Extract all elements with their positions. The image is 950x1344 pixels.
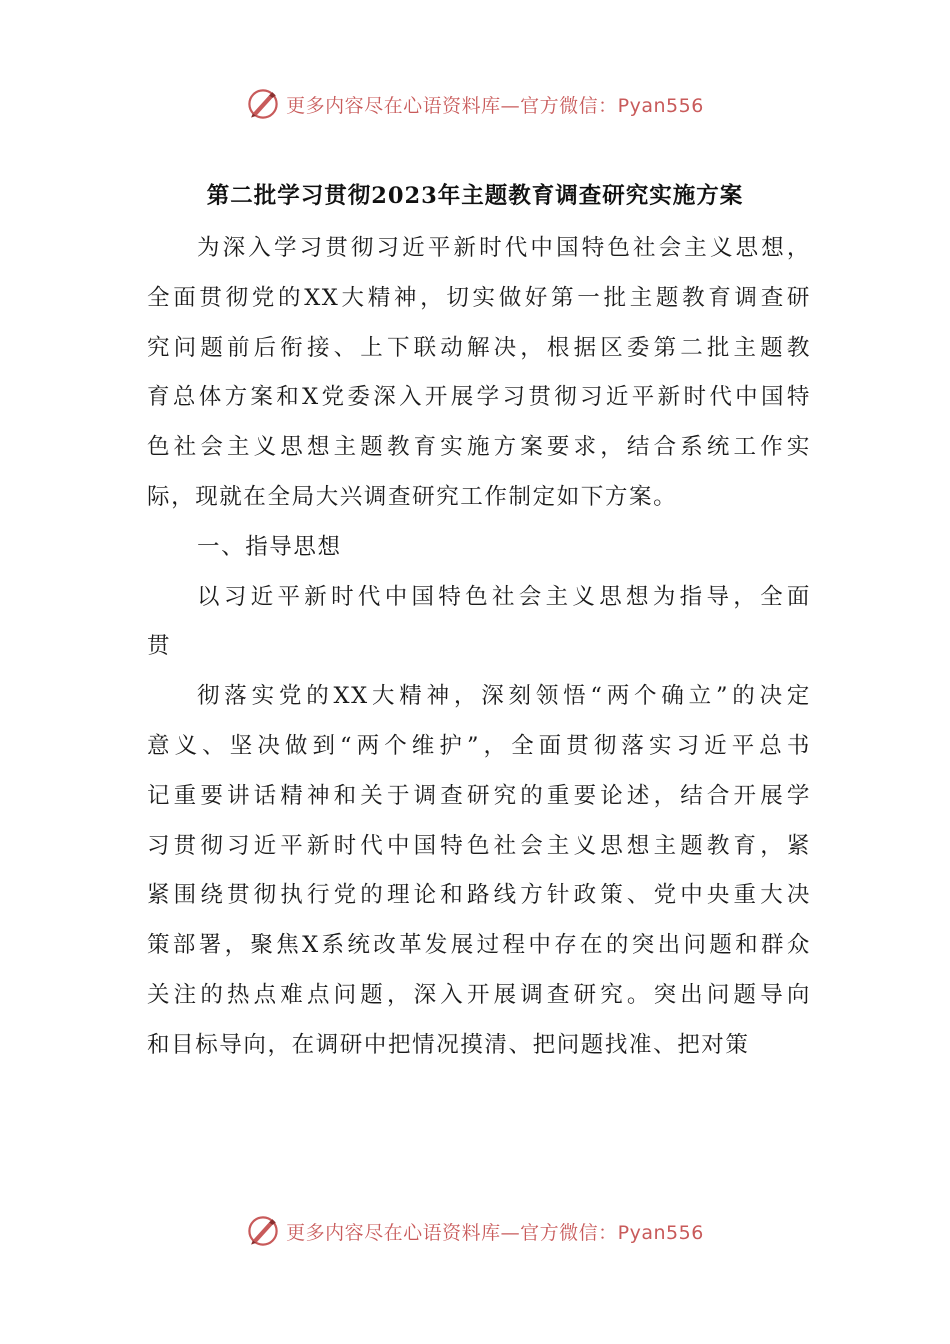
watermark-text: 更多内容尽在心语资料库—官方微信：Pyan556 bbox=[286, 1221, 704, 1244]
paragraph-line: 为深入学习贯彻习近平新时代中国特色社会主义思想， bbox=[197, 235, 811, 261]
paragraph-line: 全面贯彻党的XX大精神，切实做好第一批主题教育调查研 bbox=[147, 284, 811, 311]
watermark-banner-top bbox=[0, 84, 950, 124]
paragraph-line: 和目标导向，在调研中把情况摸清、把问题找准、把对策 bbox=[147, 1031, 750, 1058]
paragraph-line: 育总体方案和X党委深入开展学习贯彻习近平新时代中国特 bbox=[147, 384, 811, 411]
paragraph-line: 贯 bbox=[147, 633, 172, 660]
paragraph-line: 以习近平新时代中国特色社会主义思想为指导，全面 bbox=[197, 583, 811, 610]
watermark-banner-bottom bbox=[0, 1211, 950, 1251]
paragraph-line: 紧围绕贯彻执行党的理论和路线方针政策、党中央重大决 bbox=[147, 882, 811, 909]
paragraph-line: 色社会主义思想主题教育实施方案要求，结合系统工作实 bbox=[147, 434, 811, 461]
paragraph-line: 究问题前后衔接、上下联动解决，根据区委第二批主题教 bbox=[147, 334, 811, 361]
pen-logo-icon bbox=[246, 87, 280, 121]
paragraph-line: 策部署，聚焦X系统改革发展过程中存在的突出问题和群众 bbox=[147, 932, 811, 959]
watermark-brand: Pyan556 bbox=[617, 94, 704, 117]
paragraph-line: 际，现就在全局大兴调查研究工作制定如下方案。 bbox=[147, 483, 678, 510]
paragraph-line: 一、指导思想 bbox=[197, 533, 342, 560]
paragraph-line: 习贯彻习近平新时代中国特色社会主义思想主题教育，紧 bbox=[147, 832, 811, 859]
watermark-text: 更多内容尽在心语资料库—官方微信：Pyan556 bbox=[286, 94, 704, 117]
document-title: 第二批学习贯彻2023年主题教育调查研究实施方案 bbox=[206, 183, 744, 209]
paragraph-line: 关注的热点难点问题，深入开展调查研究。突出问题导向 bbox=[147, 981, 811, 1008]
paragraph-line: 意义、坚决做到“两个维护”，全面贯彻落实习近平总书 bbox=[147, 732, 811, 759]
paragraph-line: 彻落实党的XX大精神，深刻领悟“两个确立”的决定 bbox=[197, 683, 811, 710]
paragraph-line: 记重要讲话精神和关于调查研究的重要论述，结合开展学 bbox=[147, 782, 811, 809]
pen-logo-icon bbox=[246, 1214, 280, 1248]
document-body bbox=[147, 224, 811, 1071]
watermark-brand: Pyan556 bbox=[617, 1221, 704, 1244]
